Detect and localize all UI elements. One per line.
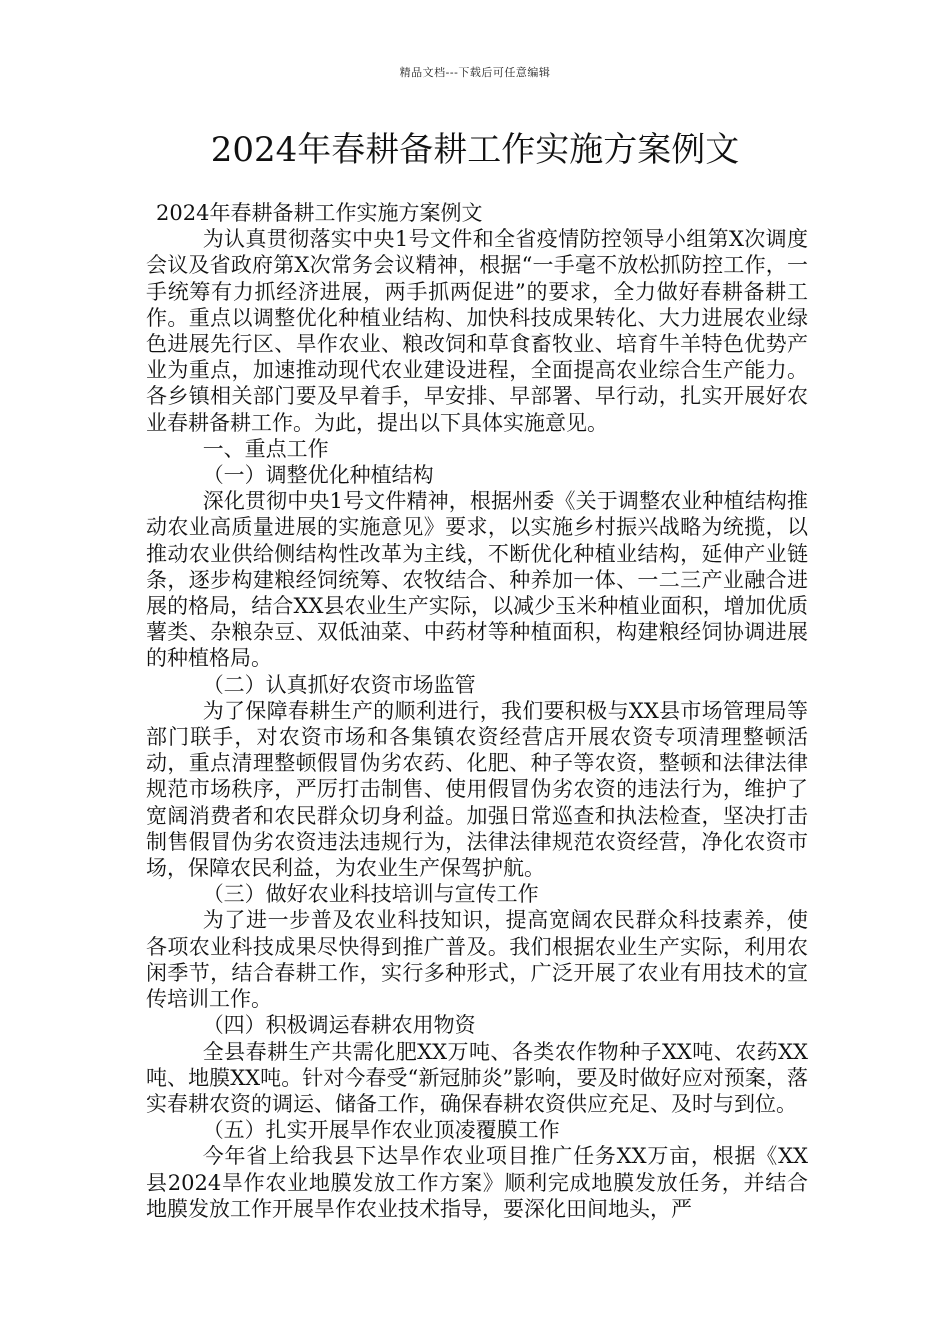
item-heading-4: （四）积极调运春耕农用物资 <box>202 1013 476 1038</box>
item-paragraph-5: 今年省上给我县下达旱作农业项目推广任务XX万亩，根据《XX县2024旱作农业地膜发放工作方案》顺利完成地膜发放任务，并结合地膜发放工作开展旱作农业技术指导，要深化田间地头，严 <box>146 1144 808 1221</box>
header-note: 精品文档---下载后可任意编辑 <box>399 66 551 79</box>
item-paragraph-1: 深化贯彻中央1号文件精神，根据州委《关于调整农业种植结构推动农业高质量进展的实施意见》要求，以实施乡村振兴战略为统揽，以推动农业供给侧结构性改革为主线，不断优化种植业结构，延伸产业链条，逐步构建粮经饲统筹、农牧结合、种养加一体、一二三产业融合进展的格局，结合XX县农业生产实际，以减少玉米种植业面积，增加优质薯类、杂粮杂豆、双低油菜、中药材等种植面积，构建粮经饲协调进展的种植格局。 <box>146 489 808 671</box>
item-heading-5: （五）扎实开展旱作农业顶凌覆膜工作 <box>202 1118 560 1143</box>
item-paragraph-2: 为了保障春耕生产的顺利进行，我们要积极与XX县市场管理局等部门联手，对农资市场和各集镇农资经营店开展农资专项清理整顿活动，重点清理整顿假冒伪劣农药、化肥、种子等农资，整顿和法律法律规范市场秩序，严厉打击制售、使用假冒伪劣农资的违法行为，维护了宽阔消费者和农民群众切身利益。加强日常巡查和执法检查，坚决打击制售假冒伪劣农资违法违规行为，法律法律规范农资经营，净化农资市场，保障农民利益，为农业生产保驾护航。 <box>146 698 808 881</box>
document-title: 2024年春耕备耕工作实施方案例文 <box>210 130 740 170</box>
document-body <box>146 200 808 1222</box>
intro-paragraph: 为认真贯彻落实中央1号文件和全省疫情防控领导小组第X次调度会议及省政府第X次常务会议精神，根据“一手毫不放松抓防控工作，一手统筹有力抓经济进展，两手抓两促进”的要求，全力做好春耕备耕工作。重点以调整优化种植业结构、加快科技成果转化、大力进展农业绿色进展先行区、旱作农业、粮改饲和草食畜牧业、培育牛羊特色优势产业为重点，加速推动现代农业建设进程，全面提高农业综合生产能力。各乡镇相关部门要及早着手，早安排、早部署、早行动，扎实开展好农业春耕备耕工作。为此，提出以下具体实施意见。 <box>146 227 808 435</box>
document-subtitle: 2024年春耕备耕工作实施方案例文 <box>156 201 483 225</box>
item-heading-3: （三）做好农业科技培训与宣传工作 <box>202 882 539 907</box>
item-paragraph-3: 为了进一步普及农业科技知识，提高宽阔农民群众科技素养，使各项农业科技成果尽快得到推广普及。我们根据农业生产实际，利用农闲季节，结合春耕工作，实行多种形式，广泛开展了农业有用技术的宣传培训工作。 <box>146 908 808 1012</box>
item-heading-2: （二）认真抓好农资市场监管 <box>202 672 476 697</box>
item-paragraph-4: 全县春耕生产共需化肥XX万吨、各类农作物种子XX吨、农药XX吨、地膜XX吨。针对今春受“新冠肺炎”影响，要及时做好应对预案，落实春耕农资的调运、储备工作，确保春耕农资供应充足、及时与到位。 <box>146 1039 808 1116</box>
section-heading-key-work: 一、重点工作 <box>202 436 329 461</box>
item-heading-1: （一）调整优化种植结构 <box>202 463 434 488</box>
